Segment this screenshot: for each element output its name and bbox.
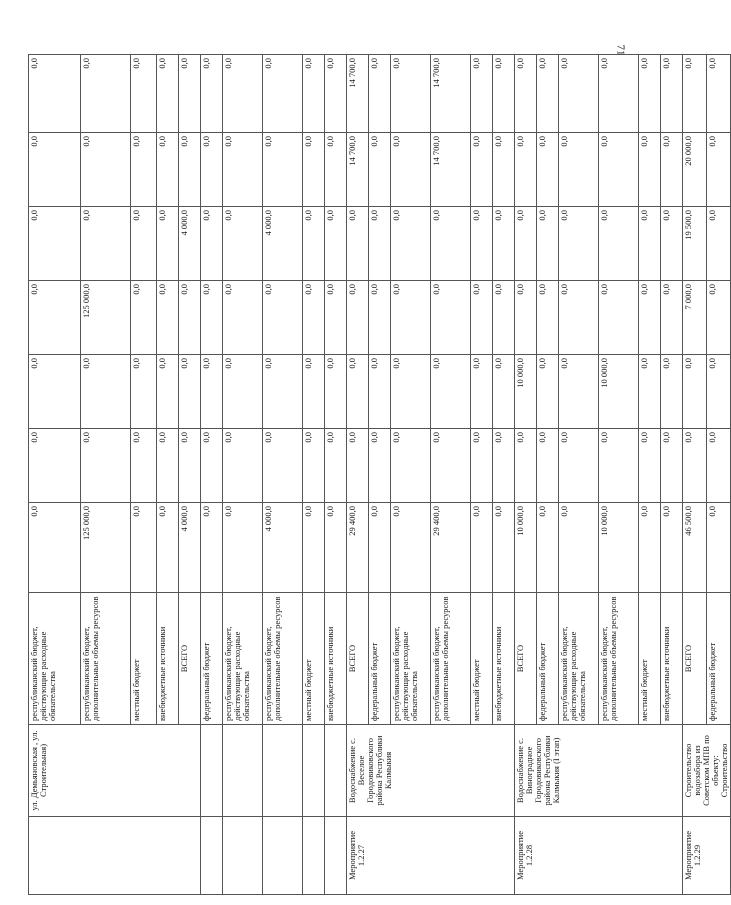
year-amount-cell: 0,0 bbox=[303, 355, 325, 429]
year-amount-cell: 4 000,0 bbox=[179, 207, 201, 281]
year-amount-cell: 0,0 bbox=[537, 55, 559, 133]
year-amount-cell: 0,0 bbox=[223, 55, 263, 133]
object-name-cell bbox=[303, 725, 325, 817]
funding-source-cell: местный бюджет bbox=[471, 593, 493, 725]
year-amount-cell: 0,0 bbox=[661, 355, 683, 429]
object-name-cell bbox=[325, 725, 347, 817]
event-cell: Мероприятие 1.2.28 bbox=[515, 817, 683, 895]
object-name-cell: Водоснабжение с. Веселое Городовиковского района Республики Калмыкия bbox=[347, 725, 515, 817]
year-amount-cell: 0,0 bbox=[493, 429, 515, 503]
year-amount-cell: 0,0 bbox=[639, 429, 661, 503]
funding-source-cell: местный бюджет bbox=[639, 593, 661, 725]
table-row bbox=[347, 55, 369, 895]
funding-source-cell: ВСЕГО bbox=[515, 593, 537, 725]
year-amount-cell: 0,0 bbox=[537, 355, 559, 429]
year-amount-cell: 0,0 bbox=[325, 281, 347, 355]
year-amount-cell: 0,0 bbox=[639, 355, 661, 429]
table-row bbox=[515, 55, 537, 895]
year-amount-cell: 125 000,0 bbox=[81, 281, 131, 355]
funding-source-cell: ВСЕГО bbox=[347, 593, 369, 725]
total-amount-cell: 0,0 bbox=[471, 503, 493, 593]
year-amount-cell: 14 700,0 bbox=[347, 133, 369, 207]
funding-source-cell: республиканский бюджет, дополнительные объемы ресурсов bbox=[81, 593, 131, 725]
year-amount-cell: 0,0 bbox=[493, 355, 515, 429]
year-amount-cell: 0,0 bbox=[325, 55, 347, 133]
year-amount-cell: 0,0 bbox=[81, 355, 131, 429]
year-amount-cell: 0,0 bbox=[131, 355, 157, 429]
year-amount-cell: 0,0 bbox=[131, 55, 157, 133]
total-amount-cell: 10 000,0 bbox=[515, 503, 537, 593]
year-amount-cell: 0,0 bbox=[391, 207, 431, 281]
funding-source-cell: ВСЕГО bbox=[179, 593, 201, 725]
funding-source-cell: республиканский бюджет, действующие расходные обязательства bbox=[29, 593, 81, 725]
year-amount-cell: 0,0 bbox=[559, 355, 599, 429]
funding-source-cell: внебюджетные источники bbox=[325, 593, 347, 725]
total-amount-cell: 0,0 bbox=[493, 503, 515, 593]
year-amount-cell: 0,0 bbox=[131, 429, 157, 503]
table-row bbox=[263, 55, 303, 895]
year-amount-cell: 20 000,0 bbox=[683, 133, 707, 207]
budget-table bbox=[28, 54, 731, 895]
object-name-cell: Водоснабжение с. Виноградное Городовиковского района Республики Калмыкия (I этап) bbox=[515, 725, 683, 817]
year-amount-cell: 0,0 bbox=[431, 281, 471, 355]
year-amount-cell: 0,0 bbox=[683, 355, 707, 429]
table-row bbox=[223, 55, 263, 895]
total-amount-cell: 4 000,0 bbox=[263, 503, 303, 593]
year-amount-cell: 0,0 bbox=[515, 429, 537, 503]
table-row bbox=[325, 55, 347, 895]
total-amount-cell: 0,0 bbox=[303, 503, 325, 593]
year-amount-cell: 0,0 bbox=[471, 355, 493, 429]
year-amount-cell: 0,0 bbox=[493, 55, 515, 133]
year-amount-cell: 0,0 bbox=[223, 355, 263, 429]
table-row bbox=[201, 55, 223, 895]
year-amount-cell: 0,0 bbox=[559, 207, 599, 281]
year-amount-cell: 0,0 bbox=[661, 281, 683, 355]
total-amount-cell: 10 000,0 bbox=[599, 503, 639, 593]
year-amount-cell: 0,0 bbox=[639, 55, 661, 133]
page-number: 71 bbox=[614, 44, 627, 56]
total-amount-cell: 46 500,0 bbox=[683, 503, 707, 593]
year-amount-cell: 0,0 bbox=[391, 133, 431, 207]
year-amount-cell: 0,0 bbox=[639, 207, 661, 281]
year-amount-cell: 0,0 bbox=[263, 133, 303, 207]
total-amount-cell: 29 400,0 bbox=[347, 503, 369, 593]
year-amount-cell: 0,0 bbox=[347, 207, 369, 281]
year-amount-cell: 0,0 bbox=[369, 55, 391, 133]
year-amount-cell: 0,0 bbox=[157, 355, 179, 429]
total-amount-cell: 0,0 bbox=[537, 503, 559, 593]
year-amount-cell: 0,0 bbox=[223, 429, 263, 503]
total-amount-cell: 0,0 bbox=[157, 503, 179, 593]
year-amount-cell: 0,0 bbox=[706, 133, 730, 207]
funding-source-cell: республиканский бюджет, дополнительные объемы ресурсов bbox=[431, 593, 471, 725]
year-amount-cell: 0,0 bbox=[661, 429, 683, 503]
year-amount-cell: 0,0 bbox=[29, 55, 81, 133]
year-amount-cell: 0,0 bbox=[223, 281, 263, 355]
year-amount-cell: 0,0 bbox=[81, 207, 131, 281]
funding-source-cell: федеральный бюджет bbox=[537, 593, 559, 725]
funding-source-cell: республиканский бюджет, действующие расходные обязательства bbox=[391, 593, 431, 725]
year-amount-cell: 0,0 bbox=[369, 281, 391, 355]
year-amount-cell: 0,0 bbox=[325, 355, 347, 429]
year-amount-cell: 0,0 bbox=[201, 429, 223, 503]
year-amount-cell: 0,0 bbox=[706, 55, 730, 133]
year-amount-cell: 0,0 bbox=[661, 133, 683, 207]
year-amount-cell: 0,0 bbox=[179, 55, 201, 133]
year-amount-cell: 0,0 bbox=[347, 355, 369, 429]
year-amount-cell: 0,0 bbox=[599, 55, 639, 133]
year-amount-cell: 0,0 bbox=[29, 281, 81, 355]
year-amount-cell: 0,0 bbox=[157, 133, 179, 207]
funding-source-cell: республиканский бюджет, действующие расходные обязательства bbox=[223, 593, 263, 725]
year-amount-cell: 0,0 bbox=[661, 55, 683, 133]
year-amount-cell: 0,0 bbox=[157, 281, 179, 355]
year-amount-cell: 0,0 bbox=[223, 133, 263, 207]
total-amount-cell: 0,0 bbox=[325, 503, 347, 593]
year-amount-cell: 0,0 bbox=[391, 281, 431, 355]
year-amount-cell: 0,0 bbox=[471, 133, 493, 207]
year-amount-cell: 0,0 bbox=[201, 355, 223, 429]
funding-source-cell: республиканский бюджет, дополнительные объемы ресурсов bbox=[263, 593, 303, 725]
year-amount-cell: 0,0 bbox=[263, 429, 303, 503]
year-amount-cell: 0,0 bbox=[493, 133, 515, 207]
year-amount-cell: 0,0 bbox=[683, 429, 707, 503]
year-amount-cell: 0,0 bbox=[179, 281, 201, 355]
event-cell bbox=[325, 817, 347, 895]
year-amount-cell: 0,0 bbox=[559, 55, 599, 133]
year-amount-cell: 0,0 bbox=[303, 55, 325, 133]
year-amount-cell: 0,0 bbox=[29, 355, 81, 429]
year-amount-cell: 0,0 bbox=[706, 355, 730, 429]
year-amount-cell: 0,0 bbox=[29, 207, 81, 281]
total-amount-cell: 125 000,0 bbox=[81, 503, 131, 593]
funding-source-cell: федеральный бюджет bbox=[369, 593, 391, 725]
year-amount-cell: 0,0 bbox=[515, 133, 537, 207]
year-amount-cell: 0,0 bbox=[29, 133, 81, 207]
total-amount-cell: 0,0 bbox=[223, 503, 263, 593]
year-amount-cell: 0,0 bbox=[391, 55, 431, 133]
year-amount-cell: 0,0 bbox=[201, 55, 223, 133]
event-cell bbox=[201, 817, 223, 895]
year-amount-cell: 0,0 bbox=[661, 207, 683, 281]
year-amount-cell: 0,0 bbox=[81, 429, 131, 503]
year-amount-cell: 0,0 bbox=[29, 429, 81, 503]
year-amount-cell: 0,0 bbox=[81, 55, 131, 133]
year-amount-cell: 0,0 bbox=[263, 281, 303, 355]
total-amount-cell: 0,0 bbox=[639, 503, 661, 593]
table-row bbox=[303, 55, 325, 895]
year-amount-cell: 19 500,0 bbox=[683, 207, 707, 281]
year-amount-cell: 0,0 bbox=[537, 281, 559, 355]
year-amount-cell: 0,0 bbox=[493, 207, 515, 281]
year-amount-cell: 0,0 bbox=[537, 429, 559, 503]
year-amount-cell: 0,0 bbox=[157, 429, 179, 503]
object-name-cell: ул. Демьяновская , ул. Строительная) bbox=[29, 725, 201, 817]
year-amount-cell: 0,0 bbox=[431, 429, 471, 503]
year-amount-cell: 0,0 bbox=[515, 207, 537, 281]
year-amount-cell: 0,0 bbox=[263, 55, 303, 133]
year-amount-cell: 0,0 bbox=[493, 281, 515, 355]
year-amount-cell: 0,0 bbox=[369, 429, 391, 503]
year-amount-cell: 0,0 bbox=[599, 133, 639, 207]
total-amount-cell: 0,0 bbox=[29, 503, 81, 593]
table-row bbox=[683, 55, 707, 895]
year-amount-cell: 0,0 bbox=[131, 207, 157, 281]
year-amount-cell: 0,0 bbox=[263, 355, 303, 429]
year-amount-cell: 14 700,0 bbox=[431, 133, 471, 207]
year-amount-cell: 0,0 bbox=[471, 55, 493, 133]
year-amount-cell: 0,0 bbox=[706, 429, 730, 503]
year-amount-cell: 0,0 bbox=[325, 429, 347, 503]
year-amount-cell: 0,0 bbox=[303, 207, 325, 281]
year-amount-cell: 0,0 bbox=[431, 207, 471, 281]
year-amount-cell: 0,0 bbox=[559, 281, 599, 355]
event-cell: Мероприятие 1.2.27 bbox=[347, 817, 515, 895]
year-amount-cell: 0,0 bbox=[81, 133, 131, 207]
event-cell: Мероприятие 1.2.29 bbox=[683, 817, 731, 895]
total-amount-cell: 0,0 bbox=[369, 503, 391, 593]
event-cell bbox=[303, 817, 325, 895]
year-amount-cell: 0,0 bbox=[471, 429, 493, 503]
funding-source-cell: федеральный бюджет bbox=[201, 593, 223, 725]
object-name-cell: Строительство водозабора из Советском МПВ по объекту: Строительство bbox=[683, 725, 731, 817]
event-cell bbox=[223, 817, 263, 895]
total-amount-cell: 0,0 bbox=[201, 503, 223, 593]
year-amount-cell: 0,0 bbox=[325, 207, 347, 281]
rotated-page bbox=[28, 55, 729, 895]
total-amount-cell: 0,0 bbox=[131, 503, 157, 593]
year-amount-cell: 0,0 bbox=[303, 429, 325, 503]
year-amount-cell: 0,0 bbox=[201, 281, 223, 355]
year-amount-cell: 4 000,0 bbox=[263, 207, 303, 281]
funding-source-cell: местный бюджет bbox=[131, 593, 157, 725]
funding-source-cell: республиканский бюджет, действующие расходные обязательства bbox=[559, 593, 599, 725]
year-amount-cell: 0,0 bbox=[201, 207, 223, 281]
year-amount-cell: 10 000,0 bbox=[515, 355, 537, 429]
year-amount-cell: 0,0 bbox=[559, 429, 599, 503]
total-amount-cell: 0,0 bbox=[391, 503, 431, 593]
total-amount-cell: 4 000,0 bbox=[179, 503, 201, 593]
year-amount-cell: 0,0 bbox=[639, 281, 661, 355]
year-amount-cell: 10 000,0 bbox=[599, 355, 639, 429]
year-amount-cell: 0,0 bbox=[706, 281, 730, 355]
funding-source-cell: внебюджетные источники bbox=[661, 593, 683, 725]
object-name-cell bbox=[223, 725, 263, 817]
year-amount-cell: 0,0 bbox=[303, 133, 325, 207]
year-amount-cell: 0,0 bbox=[706, 207, 730, 281]
year-amount-cell: 0,0 bbox=[599, 429, 639, 503]
year-amount-cell: 0,0 bbox=[201, 133, 223, 207]
year-amount-cell: 0,0 bbox=[683, 55, 707, 133]
year-amount-cell: 7 000,0 bbox=[683, 281, 707, 355]
total-amount-cell: 0,0 bbox=[661, 503, 683, 593]
year-amount-cell: 0,0 bbox=[515, 281, 537, 355]
funding-source-cell: федеральный бюджет bbox=[706, 593, 730, 725]
year-amount-cell: 0,0 bbox=[369, 133, 391, 207]
year-amount-cell: 14 700,0 bbox=[347, 55, 369, 133]
year-amount-cell: 0,0 bbox=[179, 429, 201, 503]
year-amount-cell: 0,0 bbox=[325, 133, 347, 207]
object-name-cell bbox=[201, 725, 223, 817]
year-amount-cell: 14 700,0 bbox=[431, 55, 471, 133]
total-amount-cell: 29 400,0 bbox=[431, 503, 471, 593]
year-amount-cell: 0,0 bbox=[347, 281, 369, 355]
year-amount-cell: 0,0 bbox=[515, 55, 537, 133]
year-amount-cell: 0,0 bbox=[157, 55, 179, 133]
total-amount-cell: 0,0 bbox=[706, 503, 730, 593]
funding-source-cell: внебюджетные источники bbox=[493, 593, 515, 725]
year-amount-cell: 0,0 bbox=[347, 429, 369, 503]
year-amount-cell: 0,0 bbox=[131, 281, 157, 355]
funding-source-cell: ВСЕГО bbox=[683, 593, 707, 725]
year-amount-cell: 0,0 bbox=[599, 281, 639, 355]
year-amount-cell: 0,0 bbox=[131, 133, 157, 207]
year-amount-cell: 0,0 bbox=[179, 133, 201, 207]
funding-source-cell: местный бюджет bbox=[303, 593, 325, 725]
year-amount-cell: 0,0 bbox=[559, 133, 599, 207]
year-amount-cell: 0,0 bbox=[391, 355, 431, 429]
year-amount-cell: 0,0 bbox=[471, 207, 493, 281]
year-amount-cell: 0,0 bbox=[391, 429, 431, 503]
year-amount-cell: 0,0 bbox=[639, 133, 661, 207]
year-amount-cell: 0,0 bbox=[369, 207, 391, 281]
year-amount-cell: 0,0 bbox=[223, 207, 263, 281]
event-cell bbox=[263, 817, 303, 895]
total-amount-cell: 0,0 bbox=[559, 503, 599, 593]
year-amount-cell: 0,0 bbox=[431, 355, 471, 429]
table-row bbox=[29, 55, 81, 895]
year-amount-cell: 0,0 bbox=[599, 207, 639, 281]
funding-source-cell: внебюджетные источники bbox=[157, 593, 179, 725]
object-name-cell bbox=[263, 725, 303, 817]
year-amount-cell: 0,0 bbox=[157, 207, 179, 281]
year-amount-cell: 0,0 bbox=[369, 355, 391, 429]
year-amount-cell: 0,0 bbox=[471, 281, 493, 355]
event-cell bbox=[29, 817, 201, 895]
funding-source-cell: республиканский бюджет, дополнительные объемы ресурсов bbox=[599, 593, 639, 725]
year-amount-cell: 0,0 bbox=[537, 133, 559, 207]
year-amount-cell: 0,0 bbox=[537, 207, 559, 281]
year-amount-cell: 0,0 bbox=[303, 281, 325, 355]
year-amount-cell: 0,0 bbox=[179, 355, 201, 429]
